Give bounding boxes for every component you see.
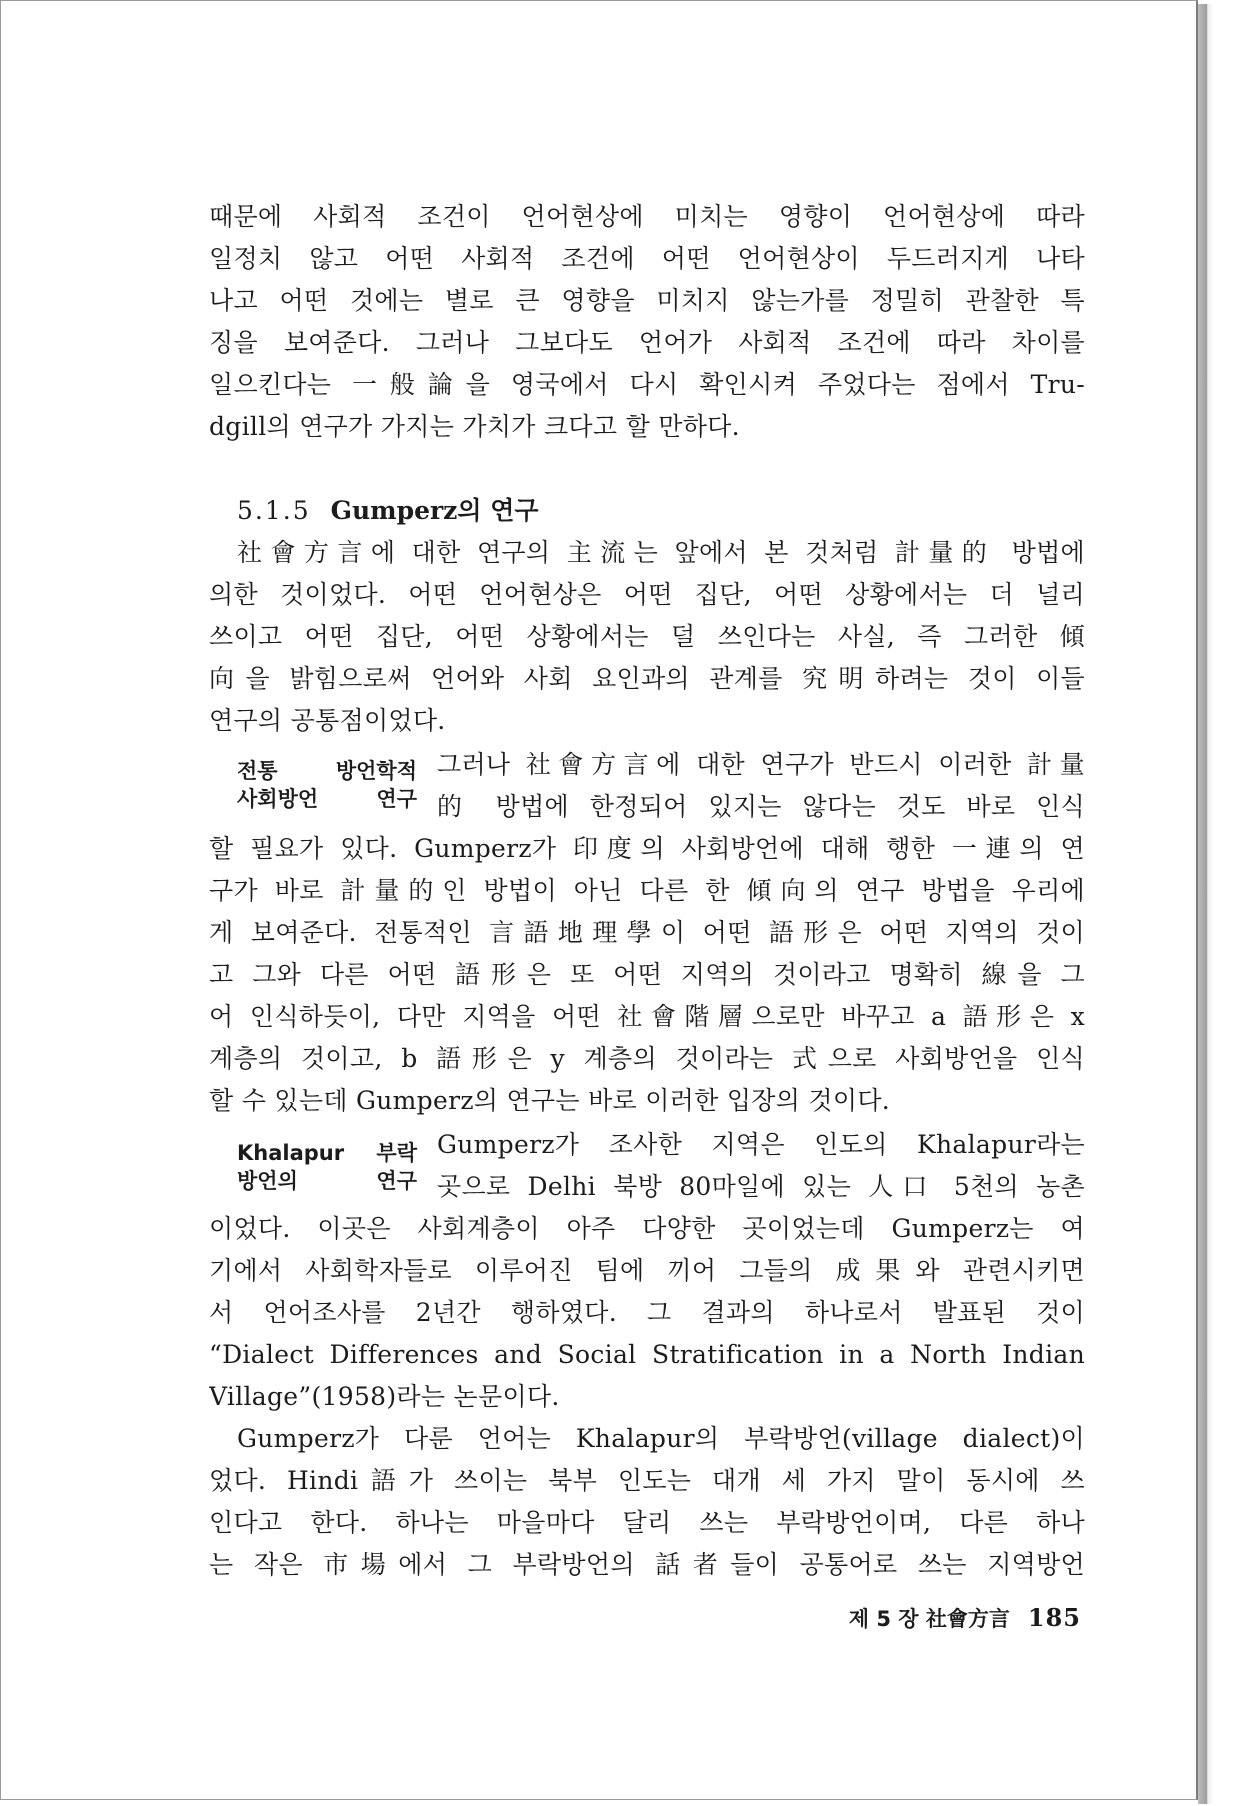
page-footer bbox=[781, 1598, 1081, 1638]
text-line: 었다. Hindi語가 쓰이는 북부 인도는 대개 세 가지 말이 동시에 쓰 bbox=[209, 1466, 1085, 1495]
section-title: Gumperz의 연구 bbox=[330, 496, 539, 525]
margin-note bbox=[237, 757, 417, 813]
text-line: Gumperz가 다룬 언어는 Khalapur의 부락방언(village dialect)이 bbox=[237, 1424, 1085, 1453]
margin-note-line: 사회방언 연구 bbox=[237, 787, 417, 811]
text-line: 나고 어떤 것에는 별로 큰 영향을 미치지 않는가를 정밀히 관찰한 특 bbox=[209, 286, 1085, 315]
text-line: 게 보여준다. 전통적인 言語地理學이 어떤 語形은 어떤 지역의 것이 bbox=[209, 918, 1085, 947]
text-line: 쓰이고 어떤 집단, 어떤 상황에서는 덜 쓰인다는 사실, 즉 그러한 傾 bbox=[209, 622, 1085, 651]
text-line: 그러나 社會方言에 대한 연구가 반드시 이러한 計量 bbox=[437, 750, 1085, 779]
text-line: “Dialect Differences and Social Stratification in a North Indian bbox=[209, 1340, 1085, 1369]
text-line: 징을 보여준다. 그러나 그보다도 언어가 사회적 조건에 따라 차이를 bbox=[209, 328, 1085, 357]
text-line: 的 방법에 한정되어 있지는 않다는 것도 바로 인식 bbox=[437, 792, 1085, 821]
text-line: 할 수 있는데 Gumperz의 연구는 바로 이러한 입장의 것이다. bbox=[209, 1086, 891, 1115]
text-line: 의한 것이었다. 어떤 언어현상은 어떤 집단, 어떤 상황에서는 더 널리 bbox=[209, 580, 1085, 609]
section-number: 5.1.5 bbox=[237, 496, 311, 525]
text-line: 社會方言에 대한 연구의 主流는 앞에서 본 것처럼 計量的 방법에 bbox=[237, 538, 1085, 567]
text-line: 向을 밝힘으로써 언어와 사회 요인과의 관계를 究明하려는 것이 이들 bbox=[209, 664, 1085, 693]
text-line: 구가 바로 計量的인 방법이 아닌 다른 한 傾向의 연구 방법을 우리에 bbox=[209, 876, 1085, 905]
section-heading bbox=[237, 491, 539, 531]
text-line: 기에서 사회학자들로 이루어진 팀에 끼어 그들의 成果와 관련시키면 bbox=[209, 1256, 1085, 1285]
text-line: 고 그와 다른 어떤 語形은 또 어떤 지역의 것이라고 명확히 線을 그 bbox=[209, 960, 1085, 989]
text-line: 계층의 것이고, b 語形은 y 계층의 것이라는 式으로 사회방언을 인식 bbox=[209, 1044, 1085, 1073]
page-edge-shadow bbox=[1198, 4, 1214, 1804]
text-line: 할 필요가 있다. Gumperz가 印度의 사회방언에 대해 행한 一連의 연 bbox=[209, 834, 1085, 863]
text-line: 일으킨다는 一般論을 영국에서 다시 확인시켜 주었다는 점에서 Tru- bbox=[209, 370, 1085, 399]
margin-note-line: 전통 방언학적 bbox=[237, 759, 417, 783]
text-line: dgill의 연구가 가지는 가치가 크다고 할 만하다. bbox=[209, 412, 740, 441]
text-line: 어 인식하듯이, 다만 지역을 어떤 社會階層으로만 바꾸고 a 語形은 x bbox=[209, 1002, 1085, 1031]
margin-note-line: Khalapur 부락 bbox=[237, 1141, 417, 1165]
text-line: 는 작은 市場에서 그 부락방언의 話者들이 공통어로 쓰는 지역방언 bbox=[209, 1550, 1085, 1579]
page-number: 185 bbox=[1027, 1603, 1081, 1632]
text-line: Gumperz가 조사한 지역은 인도의 Khalapur라는 bbox=[437, 1130, 1085, 1159]
text-line: 연구의 공통점이었다. bbox=[209, 706, 446, 735]
text-line: 때문에 사회적 조건이 언어현상에 미치는 영향이 언어현상에 따라 bbox=[209, 202, 1085, 231]
text-line: 이었다. 이곳은 사회계층이 아주 다양한 곳이었는데 Gumperz는 여 bbox=[209, 1214, 1085, 1243]
margin-note bbox=[237, 1139, 417, 1195]
chapter-label: 제 5 장 社會方言 bbox=[848, 1607, 1010, 1631]
text-line: 곳으로 Delhi 북방 80마일에 있는 人口 5천의 농촌 bbox=[437, 1172, 1085, 1201]
text-line: 일정치 않고 어떤 사회적 조건에 어떤 언어현상이 두드러지게 나타 bbox=[209, 244, 1085, 273]
margin-note-line: 방언의 연구 bbox=[237, 1169, 417, 1193]
text-line: Village”(1958)라는 논문이다. bbox=[209, 1382, 560, 1411]
text-line: 서 언어조사를 2년간 행하였다. 그 결과의 하나로서 발표된 것이 bbox=[209, 1298, 1085, 1327]
text-line: 인다고 한다. 하나는 마을마다 달리 쓰는 부락방언이며, 다른 하나 bbox=[209, 1508, 1085, 1537]
